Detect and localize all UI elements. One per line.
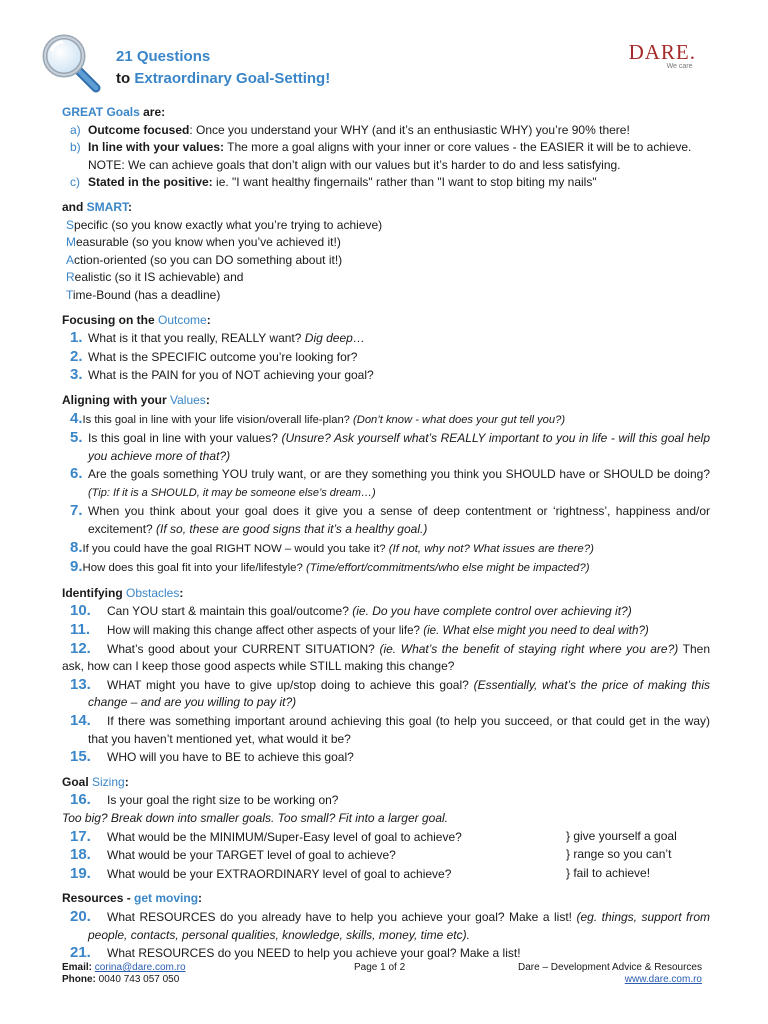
great-item: c) Stated in the positive: ie. "I want healthy fingernails" rather than "I want to stop biting my nails" (70, 175, 597, 190)
question-7: 7. When you think about your goal does it give you a sense of deep contentment or ‘rightness’, happiness and/or excitement? (If so, these are good signs that it’s a healthy goal.) (70, 502, 710, 537)
question-21: 21. What RESOURCES do you NEED to help you achieve your goal? Make a list! (70, 944, 521, 962)
question-9: 9.How does this goal fit into your life/lifestyle? (Time/effort/commitments/who else might be impacted?) (70, 558, 590, 576)
great-item: a) Outcome focused: Once you understand your WHY (and it’s an enthusiastic WHY) you’re 90% there! (70, 122, 630, 137)
question-5: 5. Is this goal in line with your values? (Unsure? Ask yourself what’s REALLY important to you in life - will this goal help you achieve more of that?) (70, 429, 710, 463)
footer-contact (62, 962, 186, 986)
question-6: 6. Are the goals something YOU truly want, or are they something you think you SHOULD have or SHOULD be doing? (Tip: If it is a SHOULD, it may be someone else’s dream…) (70, 465, 710, 499)
phone-label: Phone: (62, 974, 96, 985)
logo-text: DARE. (628, 40, 696, 64)
great-item: b) In line with your values: The more a goal aligns with your inner or core values - the EASIER it will be to achieve. (70, 140, 692, 155)
smart-item: Measurable (so you know when you’ve achieved it!) (66, 235, 341, 250)
title-line2 (116, 70, 330, 87)
title-to: to (116, 70, 131, 87)
question-8: 8.If you could have the goal RIGHT NOW – would you take it? (If not, why not? What issues are there?) (70, 538, 594, 556)
email-link[interactable]: corina@dare.com.ro (94, 962, 186, 973)
page-number: Page 1 of 2 (354, 962, 406, 973)
question-18: 18. What would be your TARGET level of goal to achieve? } range so you can’t (70, 846, 672, 864)
great-heading: GREAT Goals are: (62, 105, 166, 119)
org-name: Dare – Development Advice & Resources (518, 962, 702, 973)
question-17: 17. What would be the MINIMUM/Super-Easy level of goal to achieve? } give yourself a goal (70, 827, 677, 845)
question-12: 12. What’s good about your CURRENT SITUATION? (ie. What’s the benefit of staying right where you are?) Then ask, how can I keep those good aspects while STILL making this change? (62, 639, 710, 674)
question-15: 15. WHO will you have to BE to achieve this goal? (70, 748, 354, 766)
title-text: Extraordinary Goal-Setting! (134, 70, 331, 87)
question-3: 3. What is the PAIN for you of NOT achieving your goal? (70, 366, 374, 384)
resources-heading: Resources - get moving: (62, 891, 203, 906)
main-content (62, 104, 710, 963)
smart-item: Time-Bound (has a deadline) (66, 287, 221, 302)
logo-subtext: We care (666, 63, 693, 70)
question-14: 14. If there was something important around achieving this goal (to help you succeed, or that could get in the way) that you haven’t mentioned yet, what would it be? (70, 712, 710, 746)
website-link[interactable]: www.dare.com.ro (624, 974, 702, 985)
sizing-note: Too big? Break down into smaller goals. Too small? Fit into a larger goal. (62, 810, 448, 825)
magnifier-icon (38, 30, 104, 96)
logo (629, 40, 696, 70)
question-13: 13. WHAT might you have to give up/stop doing to achieve this goal? (Essentially, what’s the price of making this change – and are you willing to pay it?) (70, 675, 710, 710)
question-19: 19. What would be your EXTRAORDINARY level of goal to achieve? } fail to achieve! (70, 864, 651, 882)
question-20: 20. What RESOURCES do you already have to help you achieve your goal? Make a list! (eg. things, support from people, contacts, personal qualities, knowledge, skills, money, time etc). (70, 907, 711, 942)
question-4: 4.Is this goal in line with your life vision/overall life-plan? (Don’t know - what does your gut tell you?) (70, 409, 566, 427)
smart-heading: and SMART: (62, 199, 133, 214)
great-item: NOTE: We can achieve goals that don’t align with our values but it’s harder to do and less satisfying. (88, 157, 621, 172)
header (38, 26, 718, 96)
smart-item: Specific (so you know exactly what you’re trying to achieve) (66, 217, 383, 232)
values-heading: Aligning with your Values: (62, 392, 210, 407)
email-label: Email: (62, 962, 93, 973)
smart-item: Action-oriented (so you can DO something about it!) (66, 252, 343, 267)
question-16: 16. Is your goal the right size to be working on? (70, 791, 339, 809)
question-1: 1. What is it that you really, REALLY want? Dig deep… (70, 329, 365, 347)
question-11: 11. How will making this change affect other aspects of your life? (ie. What else might you need to deal with?) (70, 621, 649, 639)
outcome-heading: Focusing on the Outcome: (62, 312, 211, 327)
sizing-heading: Goal Sizing: (62, 774, 129, 789)
title-line1: 21 Questions (116, 48, 211, 65)
footer-org (518, 962, 702, 986)
phone-number: 0040 743 057 050 (98, 974, 180, 985)
obstacles-heading: Identifying Obstacles: (62, 585, 184, 600)
question-2: 2. What is the SPECIFIC outcome you’re looking for? (70, 347, 358, 365)
question-10: 10. Can YOU start & maintain this goal/outcome? (ie. Do you have complete control over achieving it?) (70, 602, 632, 620)
smart-item: Realistic (so it IS achievable) and (66, 270, 244, 285)
